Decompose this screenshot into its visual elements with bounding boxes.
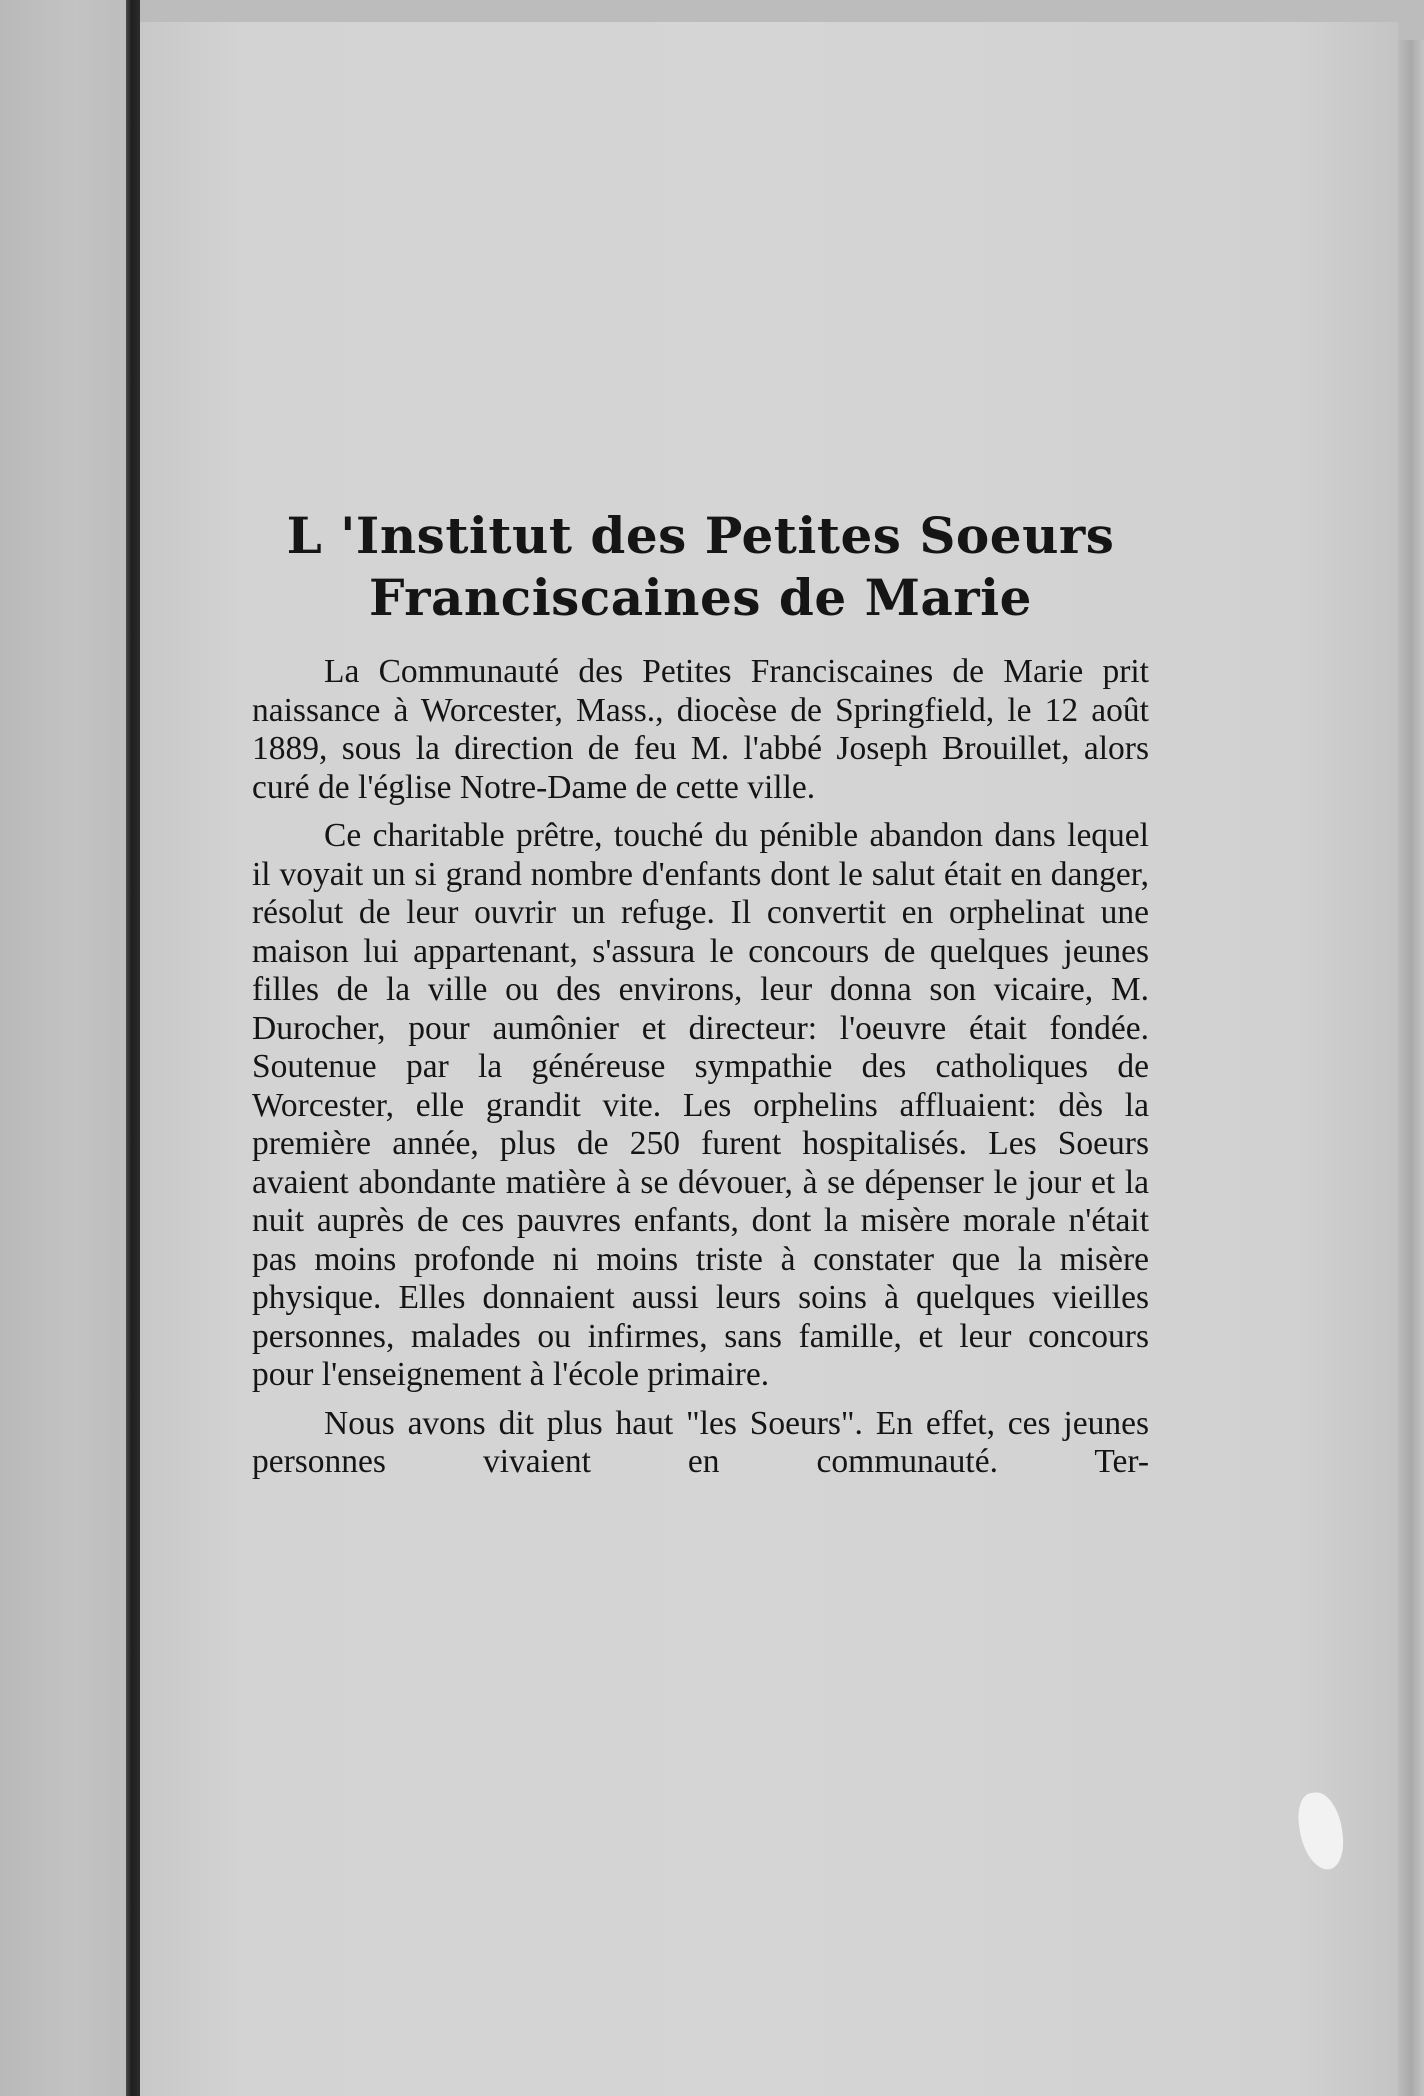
left-facing-page (0, 0, 126, 2096)
paragraph-3: Nous avons dit plus haut "les Soeurs". En effet, ces jeunes personnes vivaient en communauté. Ter- (252, 1404, 1149, 1480)
paragraph-2: Ce charitable prêtre, touché du pénible abandon dans lequel il voyait un si grand nombre d'enfants dont le salut était en danger, résolut de leur ouvrir un refuge. Il convertit en orphelinat une maison lui appartenant, s'assura le concours de quelques jeunes filles de la ville ou des environs, leur donna son vicaire, M. Durocher, pour aumônier et directeur: l'oeuvre était fondée. Soutenue par la généreuse sympathie des catholiques de Worcester, elle grandit vite. Les orphelins affluaient: dès la première année, plus de 250 furent hospitalisés. Les Soeurs avaient abondante matière à se dévouer, à se dépenser le jour et la nuit auprès de ces pauvres enfants, dont la misère morale n'était pas moins profonde ni moins triste à constater que la misère physique. Elles donnaient aussi leurs soins à quelques vieilles personnes, malades ou infirmes, sans famille, et leur concours pour l'enseignement à l'école primaire. (252, 817, 1149, 1393)
page-content (252, 505, 1149, 1492)
chapter-title: L 'Institut des Petites Soeurs Franciscaines de Marie (286, 506, 1115, 627)
page-edge-shadow (1398, 40, 1424, 2096)
book-spine-shadow (126, 0, 140, 2096)
paragraph-1: La Communauté des Petites Franciscaines de Marie prit naissance à Worcester, Mass., diocèse de Springfield, le 12 août 1889, sous la direction de feu M. l'abbé Joseph Brouillet, alors curé de l'église Notre-Dame de cette ville. (252, 653, 1149, 806)
